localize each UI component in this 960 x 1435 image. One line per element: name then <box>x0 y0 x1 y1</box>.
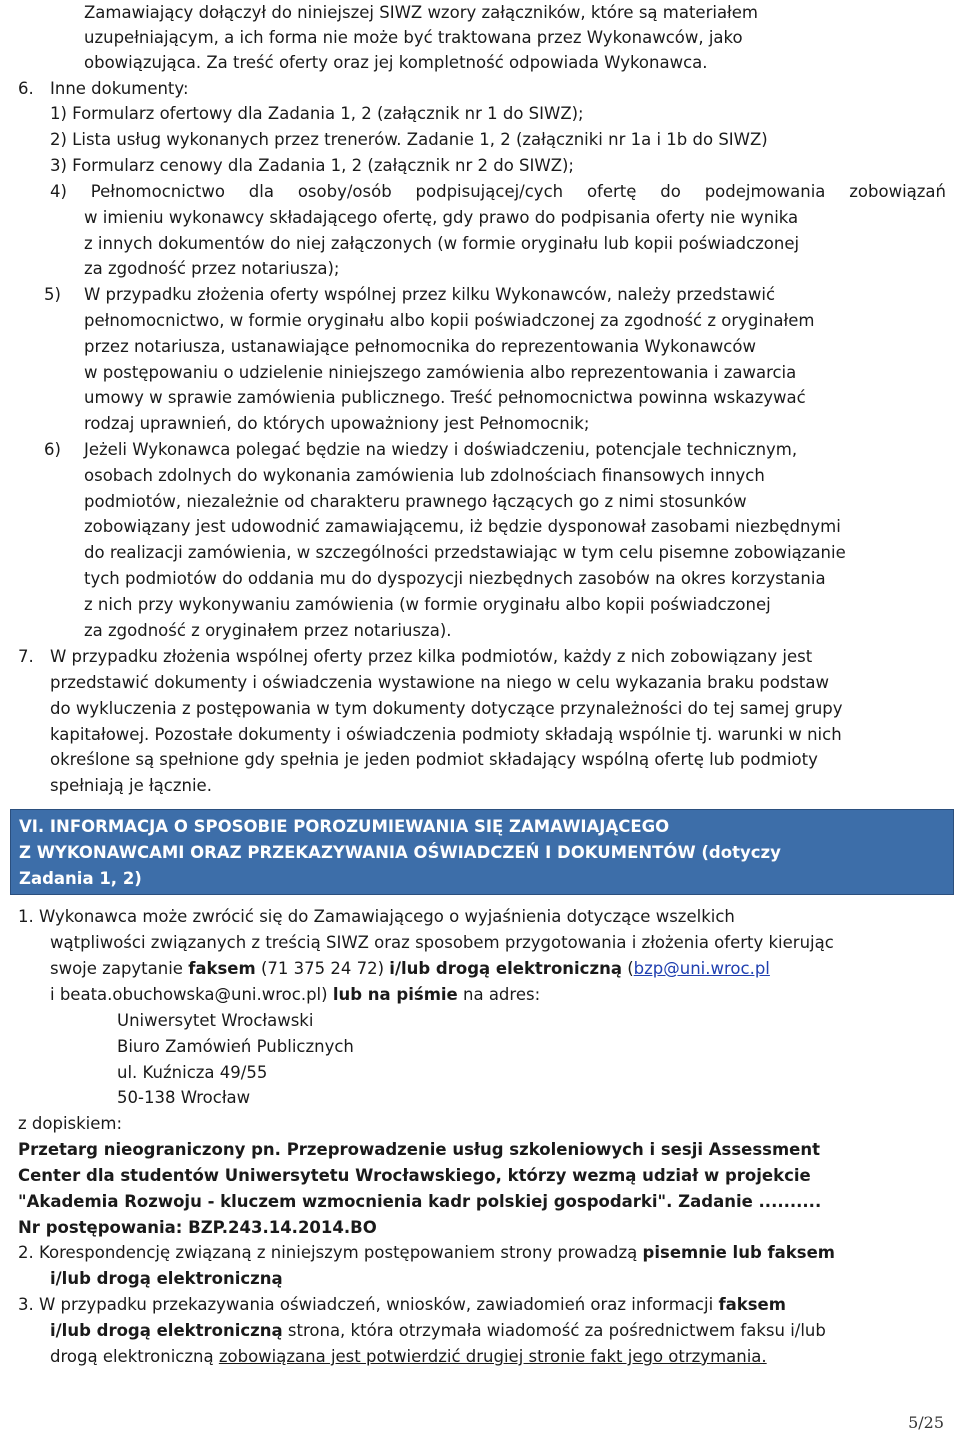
list-item: 1) Formularz ofertowy dla Zadania 1, 2 (załącznik nr 1 do SIWZ); <box>50 104 584 123</box>
address-line: Biuro Zamówień Publicznych <box>117 1037 354 1056</box>
paragraph-line <box>18 1292 786 1318</box>
text-bold: i/lub drogą elektroniczną <box>50 1321 283 1340</box>
bold-line: Nr postępowania: BZP.243.14.2014.BO <box>18 1218 377 1237</box>
text-bold: faksem <box>718 1295 786 1314</box>
line-text: uzupełniającym, a ich forma nie może być traktowana przez Wykonawców, jako <box>84 28 743 47</box>
list-item: 2) Lista usług wykonanych przez trenerów. Zadanie 1, 2 (załączniki nr 1a i 1b do SIWZ) <box>50 130 768 149</box>
section-header-line: VI. INFORMACJA O SPOSOBIE POROZUMIEWANIA SIĘ ZAMAWIAJĄCEGO <box>19 817 670 836</box>
text: i beata.obuchowska@uni.wroc.pl) <box>50 985 328 1004</box>
list-item-cont: umowy w sprawie zamówienia publicznego. Treść pełnomocnictwa powinna wskazywać <box>84 388 806 407</box>
text-bold: pisemnie lub faksem <box>642 1243 835 1262</box>
list-item: Jeżeli Wykonawca polegać będzie na wiedzy i doświadczeniu, potencjale technicznym, <box>84 440 798 459</box>
list-item-cont: z nich przy wykonywaniu zamówienia (w formie oryginału albo kopii poświadczonej <box>84 595 771 614</box>
list-item-cont: podmiotów, niezależnie od charakteru prawnego łączących go z nimi stosunków <box>84 492 747 511</box>
text-line <box>84 25 946 51</box>
list-item-cont: za zgodność z oryginałem przez notariusza). <box>84 621 452 640</box>
list-item: 3) Formularz cenowy dla Zadania 1, 2 (załącznik nr 2 do SIWZ); <box>50 156 574 175</box>
list-item-cont: w imieniu wykonawcy składającego ofertę, gdy prawo do podpisania oferty nie wynika <box>84 208 799 227</box>
list-item-cont: rodzaj uprawnień, do których upoważniony jest Pełnomocnik; <box>84 414 590 433</box>
text: strona, która otrzymała wiadomość za pośrednictwem faksu i/lub <box>287 1321 826 1340</box>
text: ( <box>627 959 634 978</box>
paragraph-line <box>50 982 540 1008</box>
paragraph-line <box>50 1318 826 1344</box>
email-link[interactable]: bzp@uni.wroc.pl <box>633 959 770 978</box>
text-line: obowiązująca. Za treść oferty oraz jej kompletność odpowiada Wykonawca. <box>84 53 708 72</box>
list-item-cont: pełnomocnictwo, w formie oryginału albo kopii poświadczonej za zgodność z oryginałem <box>84 311 815 330</box>
list-number: 5) <box>44 285 61 304</box>
text: swoje zapytanie <box>50 959 183 978</box>
bold-line: Center dla studentów Uniwersytetu Wrocławskiego, którzy wezmą udział w projekcie <box>18 1166 811 1185</box>
address-line: Uniwersytet Wrocławski <box>117 1011 314 1030</box>
list-item-cont: osobach zdolnych do wykonania zamówienia lub zdolnościach finansowych innych <box>84 466 765 485</box>
list-number: 6. <box>18 79 34 98</box>
address-line: ul. Kuźnicza 49/55 <box>117 1063 268 1082</box>
text-line <box>84 0 946 26</box>
list-item-cont: określone są spełnione gdy spełnia je jeden podmiot składający wspólną ofertę lub podmioty <box>50 750 818 769</box>
paragraph-line: 1. Wykonawca może zwrócić się do Zamawiającego o wyjaśnienia dotyczące wszelkich <box>18 907 735 926</box>
line-text: Zamawiający dołączył do niniejszej SIWZ wzory załączników, które są materiałem <box>84 3 758 22</box>
text: 2. Korespondencję związaną z niniejszym postępowaniem strony prowadzą <box>18 1243 638 1262</box>
bold-line: Przetarg nieograniczony pn. Przeprowadzenie usług szkoleniowych i sesji Assessment <box>18 1140 821 1159</box>
paragraph-line: i/lub drogą elektroniczną <box>50 1269 283 1288</box>
paragraph-line <box>50 1344 767 1370</box>
list-heading: Inne dokumenty: <box>50 79 189 98</box>
list-item-cont: tych podmiotów do oddania mu do dyspozycji niezbędnych zasobów na okres korzystania <box>84 569 826 588</box>
text-bold: i/lub drogą elektroniczną <box>389 959 622 978</box>
address-line: 50-138 Wrocław <box>117 1088 251 1107</box>
list-item: 4) Pełnomocnictwo dla osoby/osób podpisującej/cych ofertę do podejmowania zobowiązań <box>50 182 946 201</box>
list-item-cont: za zgodność przez notariusza); <box>84 259 340 278</box>
paragraph-line <box>18 1240 835 1266</box>
list-item-cont: kapitałowej. Pozostałe dokumenty i oświadczenia podmioty składają wspólnie tj. warunki w nich <box>50 725 842 744</box>
text: drogą elektroniczną <box>50 1347 214 1366</box>
list-item: W przypadku złożenia oferty wspólnej przez kilku Wykonawców, należy przedstawić <box>84 285 776 304</box>
phone-number: (71 375 24 72) <box>260 959 385 978</box>
list-number: 7. <box>18 647 34 666</box>
list-item-cont: zobowiązany jest udowodnić zamawiającemu, iż będzie dysponował zasobami niezbędnymi <box>84 517 841 536</box>
paragraph-line: wątpliwości związanych z treścią SIWZ oraz sposobem przygotowania i złożenia oferty kierując <box>50 933 834 952</box>
text-bold: faksem <box>188 959 256 978</box>
list-item-cont: w postępowaniu o udzielenie niniejszego zamówienia albo reprezentowania i zawarcia <box>84 363 797 382</box>
text: 3. W przypadku przekazywania oświadczeń, wniosków, zawiadomień oraz informacji <box>18 1295 714 1314</box>
bold-line: "Akademia Rozwoju - kluczem wzmocnienia kadr polskiej gospodarki". Zadanie .......... <box>18 1192 822 1211</box>
paragraph-line <box>50 956 770 982</box>
page-number: 5/25 <box>908 1413 944 1432</box>
list-item-cont: przedstawić dokumenty i oświadczenia wystawione na niego w celu wykazania braku podstaw <box>50 673 829 692</box>
list-item: W przypadku złożenia wspólnej oferty przez kilka podmiotów, każdy z nich zobowiązany jest <box>50 647 813 666</box>
section-header <box>10 809 954 895</box>
text: na adres: <box>463 985 541 1004</box>
section-header-line: Z WYKONAWCAMI ORAZ PRZEKAZYWANIA OŚWIADCZEŃ I DOKUMENTÓW (dotyczy <box>19 843 781 862</box>
list-item-cont: z innych dokumentów do niej załączonych (w formie oryginału lub kopii poświadczonej <box>84 234 800 253</box>
text-bold: lub na piśmie <box>332 985 458 1004</box>
list-item-cont: do wykluczenia z postępowania w tym dokumenty dotyczące przynależności do tej samej grupy <box>50 699 843 718</box>
text-underlined: zobowiązana jest potwierdzić drugiej stronie fakt jego otrzymania. <box>218 1347 767 1366</box>
list-item-cont: do realizacji zamówienia, w szczególności przedstawiając w tym celu pisemne zobowiązanie <box>84 543 846 562</box>
section-header-line: Zadania 1, 2) <box>19 869 142 888</box>
list-item-cont: przez notariusza, ustanawiające pełnomocnika do reprezentowania Wykonawców <box>84 337 756 356</box>
list-item-cont: spełniają je łącznie. <box>50 776 212 795</box>
list-number: 6) <box>44 440 61 459</box>
note-label: z dopiskiem: <box>18 1114 123 1133</box>
